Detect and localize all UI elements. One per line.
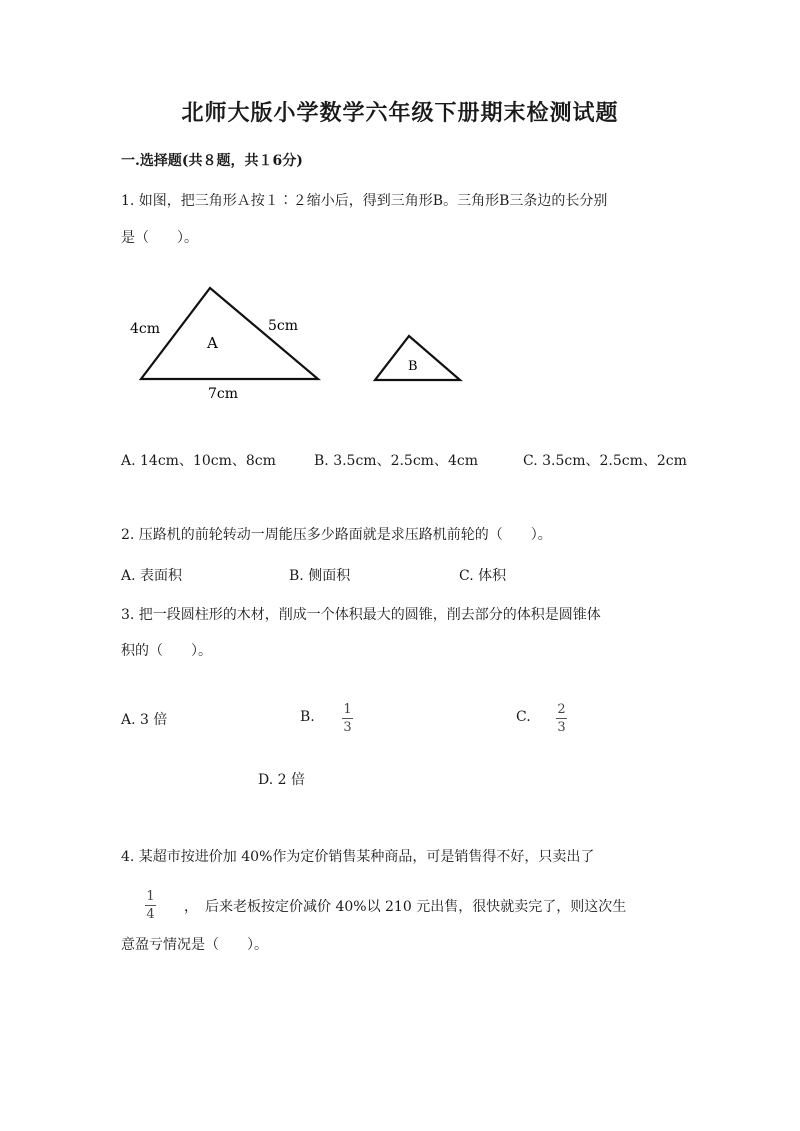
q3-option-d[interactable]: D. 2 倍 xyxy=(258,772,305,788)
section-heading: 一.选择题(共８题，共１6分) xyxy=(121,153,303,169)
q3-option-b-numerator: 1 xyxy=(343,702,352,717)
q2-option-a[interactable]: A. 表面积 xyxy=(121,568,183,584)
q4-fraction xyxy=(145,889,156,922)
q2-option-b[interactable]: B. 侧面积 xyxy=(289,568,351,584)
q1-text-line2: 是（ ）。 xyxy=(121,230,198,246)
triangle-a-label: A xyxy=(207,334,218,352)
q4-text-line2: ， 后来老板按定价减价 40%以 210 元出售，很快就卖完了，则这次生 xyxy=(184,899,627,915)
fraction-bar xyxy=(145,905,156,906)
q3-option-b-label[interactable]: B. xyxy=(300,709,315,725)
triangle-a-left-side-label: 4cm xyxy=(130,321,161,337)
q4-denominator: 4 xyxy=(146,907,155,922)
q3-text-line1: 3. 把一段圆柱形的木材，削成一个体积最大的圆锥，削去部分的体积是圆锥体 xyxy=(121,607,601,623)
q1-option-b[interactable]: B. 3.5cm、2.5cm、4cm xyxy=(314,453,478,469)
q2-option-c[interactable]: C. 体积 xyxy=(459,568,507,584)
q1-text-line1: 1. 如图，把三角形Ａ按１∶２缩小后，得到三角形B。三角形B三条边的长分别 xyxy=(121,193,608,209)
q3-option-c-denominator: 3 xyxy=(557,720,566,735)
q1-option-c[interactable]: C. 3.5cm、2.5cm、2cm xyxy=(523,453,687,469)
triangle-a-bottom-side-label: 7cm xyxy=(208,386,239,402)
q3-text-line2: 积的（ ）。 xyxy=(121,643,212,659)
q3-option-b-fraction xyxy=(342,702,353,735)
q4-text-line1: 4. 某超市按进价加 40%作为定价销售某种商品，可是销售得不好，只卖出了 xyxy=(121,849,595,865)
q1-option-a[interactable]: A. 14cm、10cm、8cm xyxy=(121,453,276,469)
fraction-bar xyxy=(342,718,353,719)
q2-text: 2. 压路机的前轮转动一周能压多少路面就是求压路机前轮的（ ）。 xyxy=(121,527,552,543)
triangle-a-right-side-label: 5cm xyxy=(268,318,299,334)
q3-option-a[interactable]: A. 3 倍 xyxy=(121,712,168,728)
page-title: 北师大版小学数学六年级下册期末检测试题 xyxy=(181,100,619,126)
q4-text-line3: 意盈亏情况是（ ）。 xyxy=(121,937,268,953)
fraction-bar xyxy=(556,718,567,719)
q3-option-c-numerator: 2 xyxy=(557,702,566,717)
triangle-b-label: B xyxy=(408,359,418,374)
q3-option-b-denominator: 3 xyxy=(343,720,352,735)
q4-numerator: 1 xyxy=(146,889,155,904)
q3-option-c-label[interactable]: C. xyxy=(516,709,531,725)
q3-option-c-fraction xyxy=(556,702,567,735)
